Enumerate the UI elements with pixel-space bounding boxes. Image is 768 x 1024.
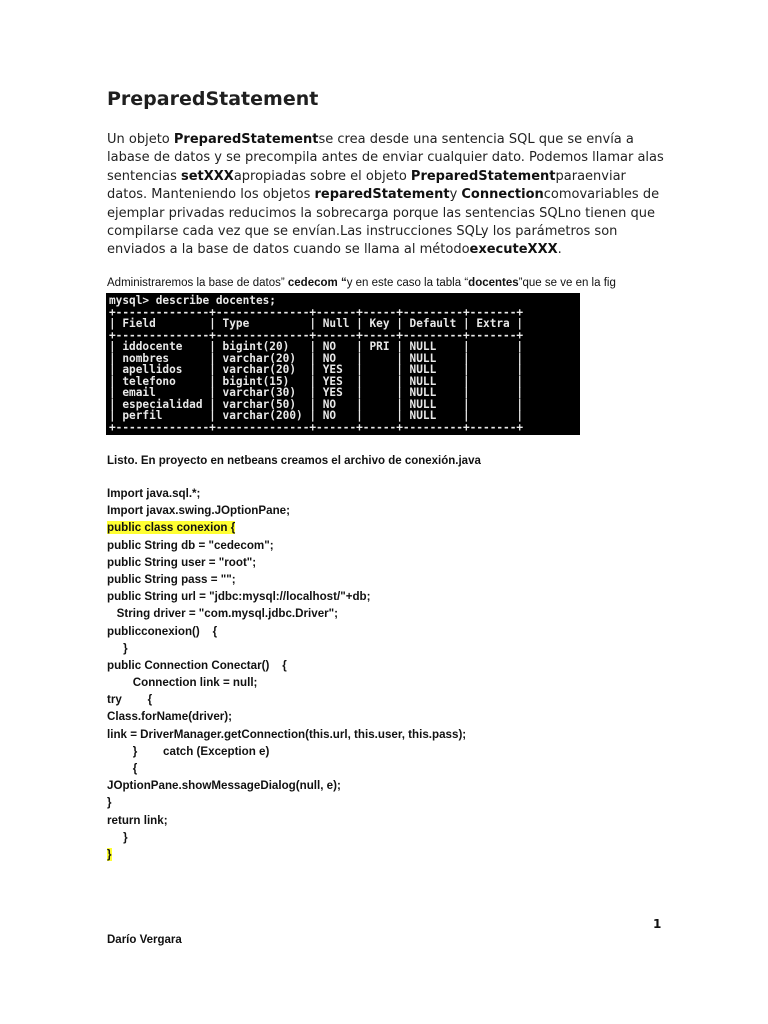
intro-text-segment: Connection (461, 187, 544, 203)
listo-paragraph: Listo. En proyecto en netbeans creamos el archivo de conexión.java (107, 455, 481, 467)
code-line (107, 605, 627, 622)
code-text: link = DriverManager.getConnection(this.url, this.user, this.pass); (107, 727, 467, 741)
code-text: Class.forName(driver); (107, 710, 232, 724)
intro-text-segment: apropiadas sobre el objeto (233, 168, 411, 184)
code-line (107, 485, 627, 502)
code-text: Import java.sql.*; (107, 487, 201, 500)
code-line (107, 657, 627, 674)
footer-author: Darío Vergara (107, 934, 182, 946)
code-line (107, 623, 627, 640)
code-line (107, 519, 627, 536)
intro-text-segment: PreparedStatement (410, 168, 556, 184)
intro-text-segment: reparedStatement (314, 187, 450, 203)
code-line (107, 726, 627, 743)
code-line (107, 760, 627, 777)
code-text: JOptionPane.showMessageDialog(null, e); (107, 779, 341, 793)
code-text: } (107, 830, 128, 844)
code-text: public Connection Conectar() { (107, 658, 287, 672)
console-line: +--------------+--------------+------+-----+---------+-------+ (109, 420, 524, 434)
code-line (107, 812, 627, 829)
code-text: String driver = "com.mysql.jdbc.Driver"; (107, 607, 339, 621)
code-line (107, 846, 627, 863)
console-line: | iddocente | bigint(20) | NO | PRI | NULL | | (109, 340, 524, 353)
intro-text-segment: se crea desde una sentencia SQL que se envía a labase de datos y se precompila antes de enviar cualquier dato. Podemos llamar alas sentencias (107, 132, 664, 184)
highlighted-code-text: } (107, 847, 112, 861)
code-text: public String url = "jdbc:mysql://localhost/"+db; (107, 590, 371, 604)
intro-paragraph (107, 131, 667, 260)
admin-text-segment: docentes (468, 277, 519, 289)
admin-text-segment: cedecom (287, 277, 338, 289)
code-line (107, 743, 627, 760)
code-text: } (107, 641, 128, 655)
console-line: | apellidos | varchar(20) | YES | | NULL | | (109, 363, 524, 376)
code-text: } catch (Exception e) (107, 744, 270, 758)
intro-text-segment: executeXXX (469, 242, 558, 258)
intro-text-segment: paraenviar datos. Manteniendo los objetos (107, 168, 626, 203)
code-text: publicconexion() { (107, 624, 218, 638)
mysql-console-screenshot (106, 293, 580, 435)
code-line (107, 794, 627, 811)
console-line: +--------------+--------------+------+-----+---------+-------+ (109, 305, 524, 319)
code-line (107, 537, 627, 554)
code-text: } (107, 796, 112, 810)
code-text: { (107, 762, 138, 775)
admin-text-segment: Administraremos la base de datos” (107, 277, 288, 289)
code-text: public String db = "cedecom"; (107, 538, 274, 552)
code-text: public String pass = ""; (107, 572, 236, 586)
code-text: Connection link = null; (107, 676, 258, 690)
intro-text-segment: PreparedStatement (173, 132, 319, 147)
intro-text-segment: Un objeto (107, 132, 174, 147)
code-line (107, 674, 627, 691)
code-line (107, 691, 627, 708)
code-line (107, 571, 627, 588)
console-line: | perfil | varchar(200) | NO | | NULL | | (109, 409, 524, 422)
code-text: public String user = "root"; (107, 555, 257, 569)
console-line: +--------------+--------------+------+-----+---------+-------+ (109, 328, 524, 342)
java-code-block (107, 485, 627, 863)
code-text: try { (107, 693, 153, 707)
code-line (107, 829, 627, 846)
code-line (107, 777, 627, 794)
page-number: 1 (653, 917, 662, 931)
console-line: | especialidad | varchar(50) | NO | | NULL | | (109, 397, 524, 411)
code-line (107, 554, 627, 571)
console-line: mysql> describe docentes; (109, 294, 276, 307)
intro-text-segment: . (557, 242, 562, 258)
admin-paragraph (107, 277, 616, 289)
admin-text-segment: “ (337, 277, 347, 289)
console-output (106, 293, 580, 433)
code-text: return link; (107, 813, 168, 827)
console-line: | nombres | varchar(20) | NO | | NULL | | (109, 351, 524, 365)
intro-text-segment: setXXX (180, 168, 234, 184)
code-line (107, 708, 627, 725)
intro-text-segment: y (449, 187, 462, 203)
admin-text-segment: y en este caso la tabla “ (346, 277, 469, 289)
code-text: Import javax.swing.JOptionPane; (107, 504, 290, 518)
code-line (107, 502, 627, 519)
highlighted-code-text: public class conexion { (107, 521, 236, 535)
code-line (107, 588, 627, 605)
console-line: | email | varchar(30) | YES | | NULL | | (109, 386, 524, 399)
admin-text-segment: ”que se ve en la fig (518, 277, 616, 289)
page-title: PreparedStatement (107, 88, 319, 110)
console-line: | telefono | bigint(15) | YES | | NULL | | (109, 374, 524, 388)
code-line (107, 640, 627, 657)
console-line: | Field | Type | Null | Key | Default | Extra | (109, 317, 524, 330)
intro-text-segment: comovariables de ejemplar privadas reducimos la sobrecarga porque las sentencias SQLno tienen que compilarse cada vez que se envían.Las instrucciones SQLy los parámetros son enviados a la base de datos cuando se llama al método (107, 187, 660, 258)
